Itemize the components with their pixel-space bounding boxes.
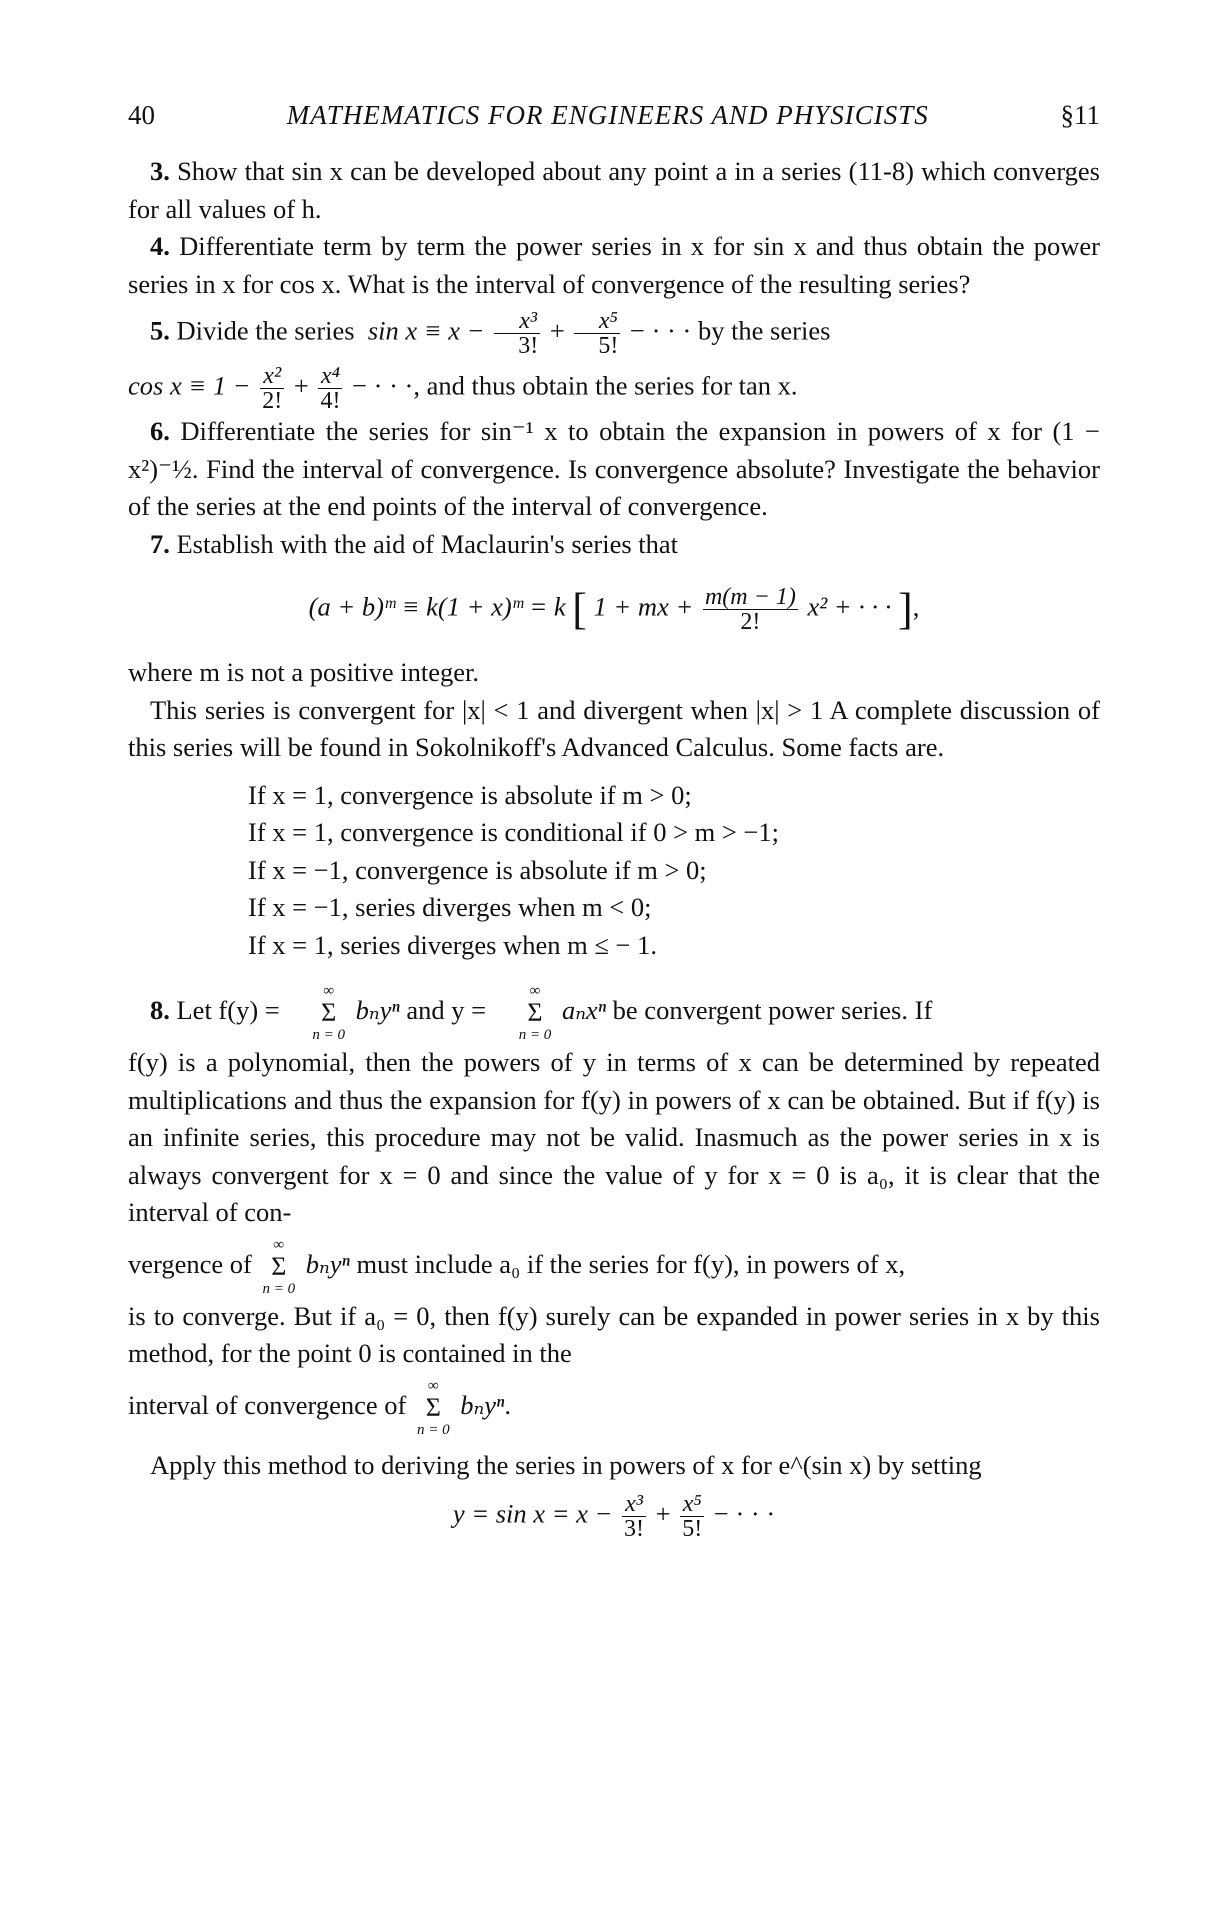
plus-sign: + [549,315,565,346]
fraction: $\frac{\text{x³}}{3!}$ [494,309,540,358]
problem-text: be convergent power series. If [612,995,933,1026]
problem-number: 3. [150,156,170,186]
problem-4 [128,228,1100,303]
fraction: $\frac{\text{x⁴}}{4!}$ [320,363,341,414]
problem-7-discussion [128,692,1100,767]
cos-series-lhs: cos x ≡ 1 − [128,370,251,401]
problem-8-vergence [128,1236,1100,1298]
fraction: $\frac{m(m - 1)}{2!}$ [704,584,796,635]
left-bracket: [ [572,584,587,634]
case-line: If x = 1, series diverges when m ≤ − 1. [248,929,657,960]
problem-text: by the series [697,315,831,346]
page-number: 40 [128,100,155,130]
fraction: $\frac{\text{x²}}{2!}$ [262,363,283,414]
problem-7-where [128,654,1100,692]
problem-text: Divide the series [176,315,355,346]
sin-series-lhs: y = sin x = x − [452,1498,613,1529]
problem-8 [128,982,1100,1044]
problem-text: Differentiate term by term the power series in x for sin x and thus obtain the power series in x for cos x. What is the interval of convergence of the resulting series? [128,231,1101,299]
series-term: bₙyⁿ [460,1389,505,1420]
series-term: aₙxⁿ [561,995,607,1026]
problem-text: f(y) is a polynomial, then the powers of y in terms of x can be determined by repeated multiplications and thus the expansion for f(y) in powers of x can be obtained. But if f(y) is an infinite series, this procedure may not be valid. Inasmuch as the power series in x is always convergent for x = 0 and since the value of y for x = 0 is a₀, it is clear that the interval of con- [128,1047,1100,1227]
problem-text: This series is convergent for |x| < 1 and divergent when |x| > 1 A complete discussion of this series will be found in Sokolnikoff's Advanced Calculus. Some facts are. [128,694,1100,762]
problem-text: Differentiate the series for sin⁻¹ x to obtain the expansion in powers of x for (1 − x²)⁻½. Find the interval of convergence. Is convergence absolute? Investigate the behavior of the series at the end points of the interval of convergence. [128,416,1100,521]
case-line: If x = 1, convergence is absolute if m > 0; [248,779,692,810]
convergence-cases [248,777,1100,965]
problem-text: Establish with the aid of Maclaurin's series that [176,528,679,559]
problem-3 [128,153,1100,228]
binomial-lhs: (a + b)ᵐ ≡ k(1 + x)ᵐ = k [308,591,566,622]
minus-dots: − · · · [713,1498,776,1529]
problem-8-body2 [128,1298,1100,1373]
problem-text: and y = [406,995,487,1026]
binomial-equation: (a + b)ᵐ ≡ k(1 + x)ᵐ = k [ 1 + mx + $\frac{m(m - 1)}{2!}$ x² + · · · ], [308,584,920,635]
case-line: If x = −1, series diverges when m < 0; [248,892,652,922]
plus-sign: + [293,370,309,401]
problem-text: Let f(y) = [176,995,280,1026]
fraction: $\frac{\text{x³}}{3!}$ [624,1491,645,1542]
binomial-tail: x² + · · · [807,591,892,622]
problem-number: 4. [150,231,170,261]
problem-number: 6. [150,416,170,446]
summation: ∞ Σ n = 0 [417,1377,450,1438]
problem-number: 7. [150,528,170,559]
problem-text: where m is not a positive integer. [128,657,480,687]
problem-5-cont [128,364,1100,413]
series-term: bₙyⁿ [305,1248,350,1279]
sin-series-lhs: sin x ≡ x − [367,315,485,346]
problem-text: Apply this method to deriving the series in powers of x for e^(sin x) by setting [150,1449,982,1480]
sin-series-equation [128,1492,1100,1541]
problem-text: vergence of [128,1248,252,1279]
problem-text: Show that sin x can be developed about any point a in a series (11-8) which converges for all values of h. [128,156,1100,224]
plus-sign: + [655,1498,671,1529]
running-title: MATHEMATICS FOR ENGINEERS AND PHYSICISTS [286,100,929,130]
problem-5 [128,309,1100,358]
right-bracket: ] [898,584,913,634]
summation: ∞ Σ n = 0 [262,1236,296,1297]
problem-text: interval of convergence of [128,1389,407,1420]
fraction: $\frac{\text{x⁵}}{5!}$ [682,1491,703,1542]
running-header [128,100,1100,131]
fraction: $\frac{\text{x⁵}}{5!}$ [574,309,620,358]
problem-8-interval: interval of convergence of ∞ Σ n = 0 bₙyⁿ. [128,1377,511,1438]
case-line: If x = −1, convergence is absolute if m > 0; [248,854,707,885]
page [128,100,1100,1561]
problem-8-body [128,1044,1100,1232]
problem-text: , and thus obtain the series for tan x. [413,370,798,401]
series-term: bₙyⁿ [355,995,400,1026]
problem-text: must include a₀ if the series for f(y), in powers of x, [356,1248,906,1279]
case-line: If x = 1, convergence is conditional if 0 > m > −1; [248,817,780,847]
minus-dots: − · · · [630,315,692,346]
problem-6 [128,413,1100,526]
section-mark: §11 [1060,100,1100,130]
summation: ∞ Σ n = 0 [518,983,552,1043]
problem-text: is to converge. But if a₀ = 0, then f(y) surely can be expanded in power series in x by this method, for the point 0 is contained in the [128,1300,1100,1368]
problem-number: 5. [150,315,170,346]
problem-number: 8. [150,995,170,1026]
summation: ∞ Σ n = 0 [312,983,345,1043]
minus-dots: − · · · [352,370,414,401]
apply-method [128,1447,1100,1485]
binomial-terms: 1 + mx + [593,591,694,622]
problem-7 [128,526,1100,564]
